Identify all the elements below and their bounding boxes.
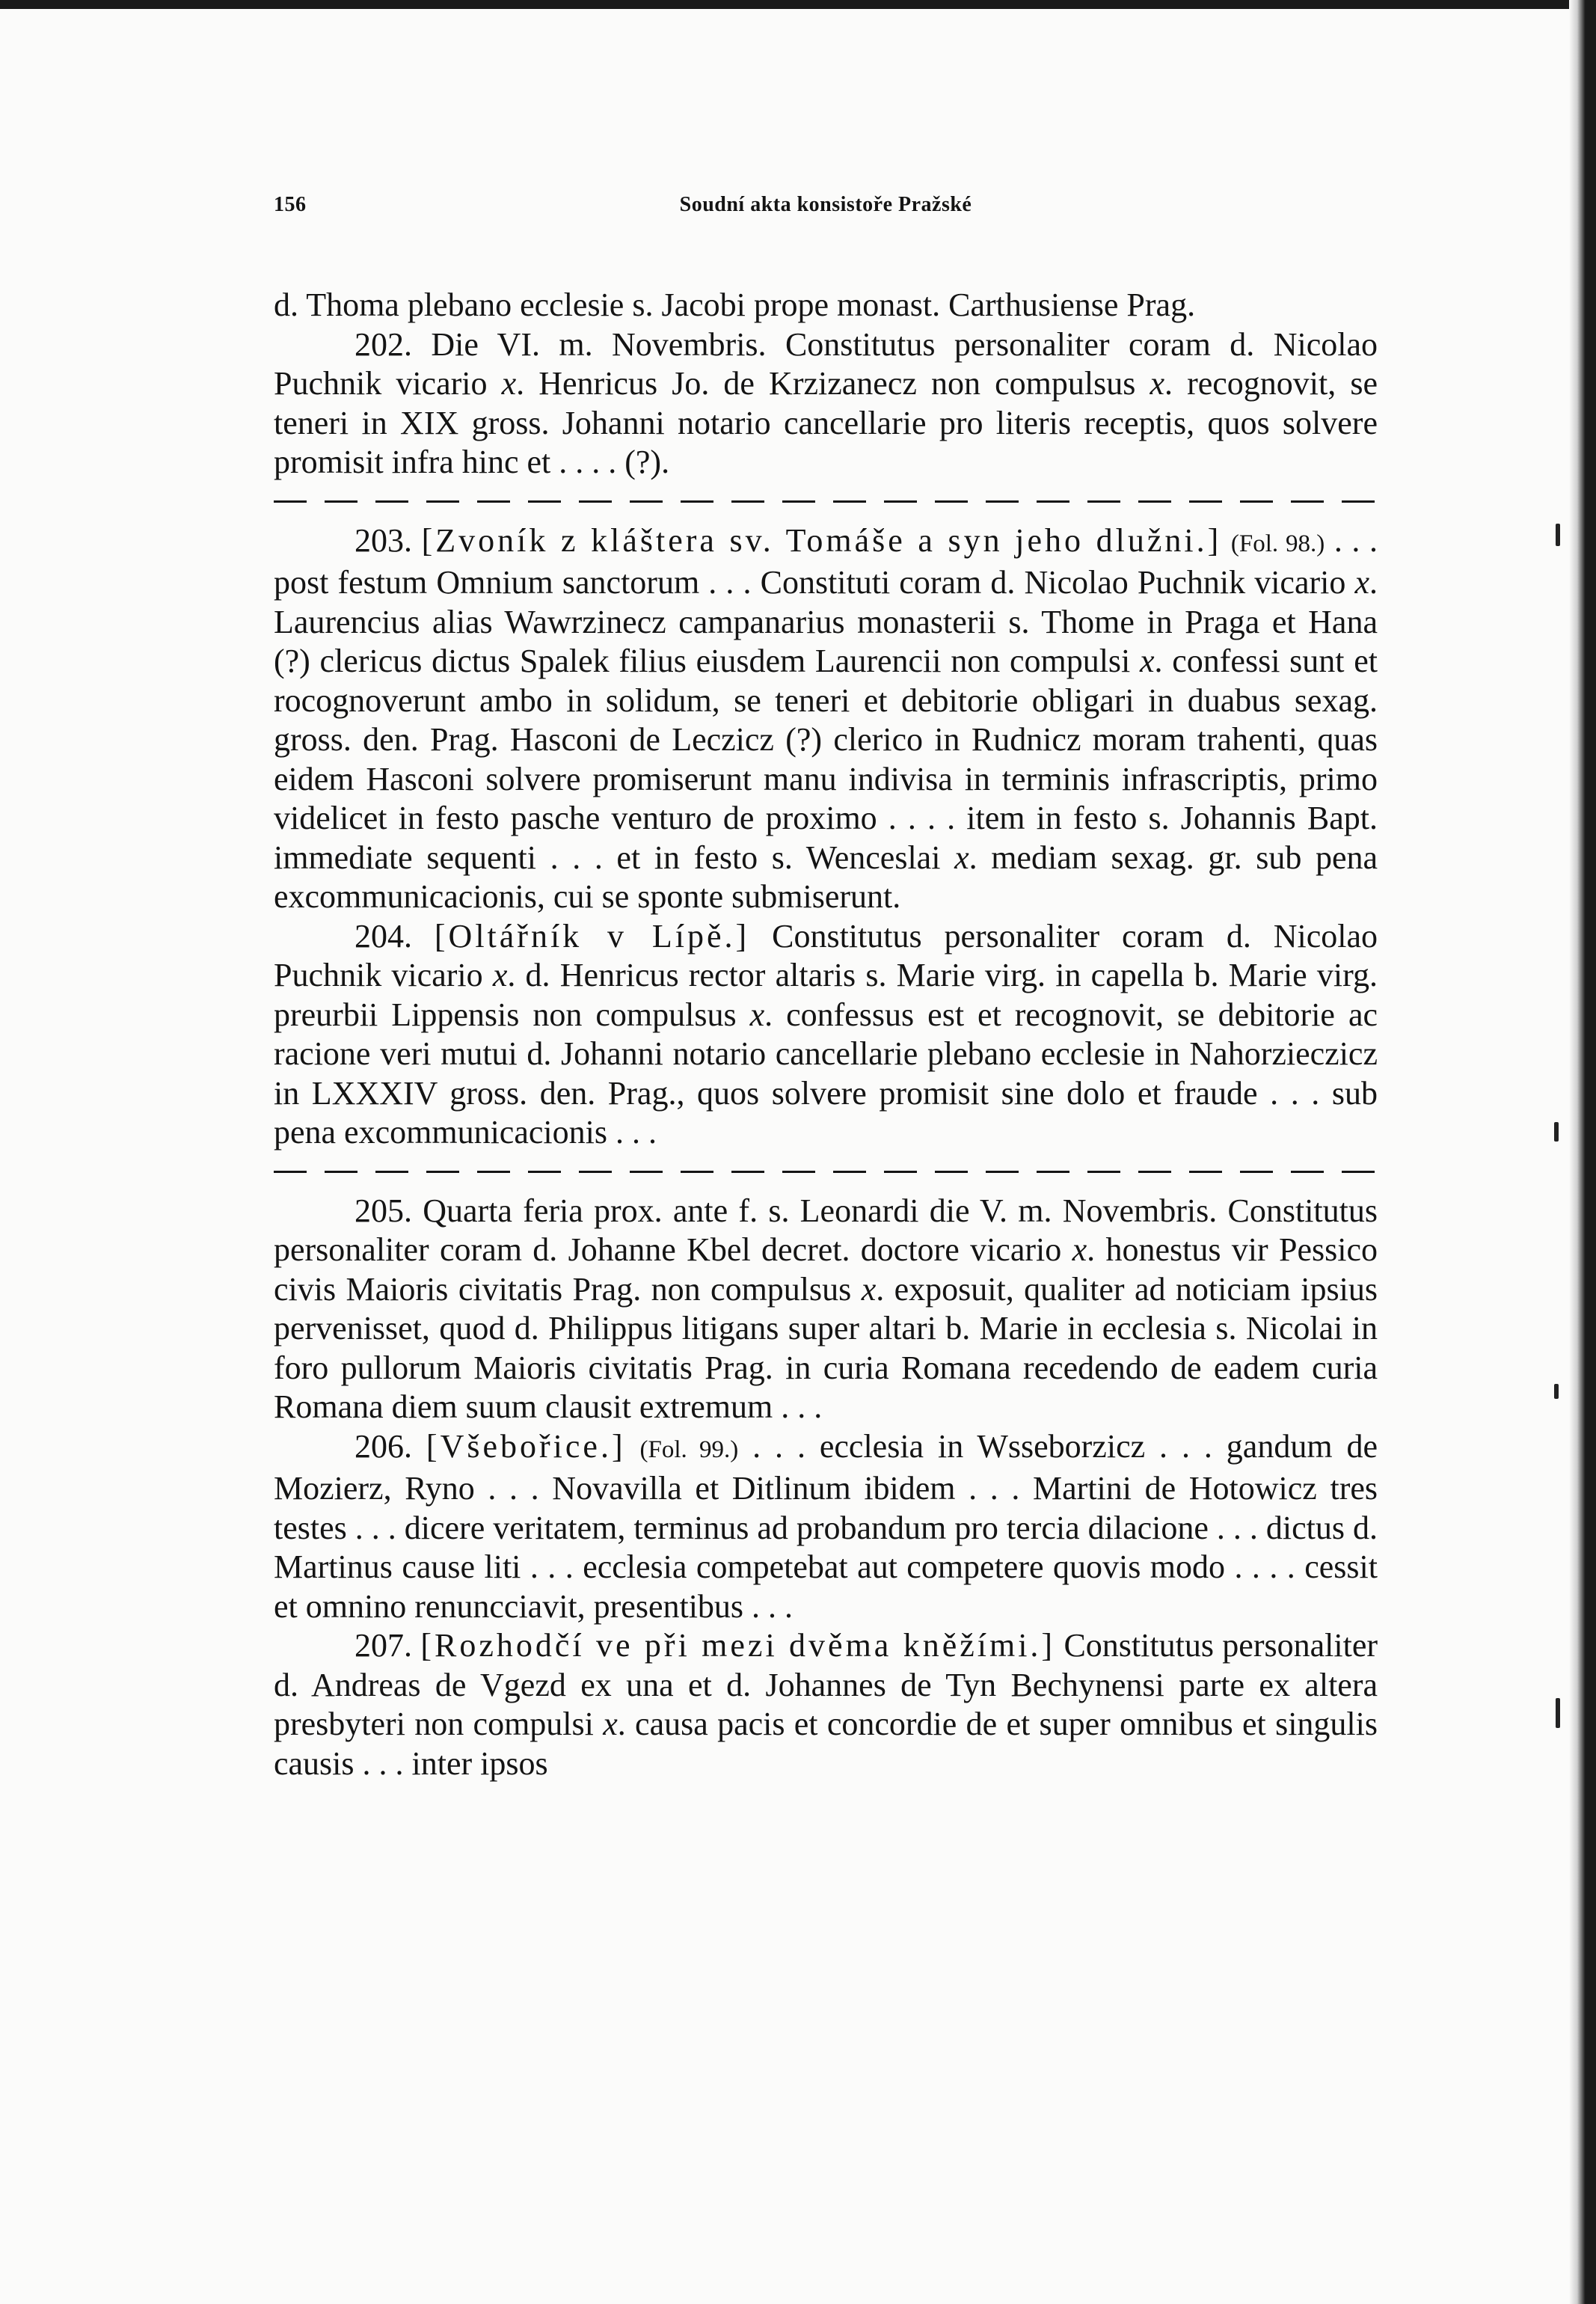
- text-run: . d. Henricus rector altaris s. Marie virg. in capella b. Marie virg. preurbii Lippensis non compulsus: [274, 957, 1378, 1033]
- entry-203: [274, 521, 1378, 917]
- text-run: 207.: [355, 1627, 421, 1664]
- text-spaced: [Oltářník v Lípě.]: [434, 917, 750, 955]
- text-italic: x: [501, 365, 517, 402]
- text-run: . Laurencius alias Wawrzinecz campanarius monasterii s. Thome in Praga et Hana (?) clericus dictus Spalek filius eiusdem Laurencii non compulsi: [274, 564, 1378, 679]
- entry-205: [274, 1192, 1378, 1427]
- document-page: [274, 193, 1378, 1783]
- text-italic: x: [749, 996, 765, 1033]
- text-run: 204.: [355, 917, 435, 955]
- scan-binding-edge: [1569, 0, 1596, 2304]
- running-head: [274, 193, 1378, 223]
- binding-mark: [1556, 1698, 1560, 1728]
- text-run: Constitutus personaliter d. Andreas de Vgezd ex una et d. Johannes de Tyn Bechynensi parte ex altera presbyteri non compulsi: [274, 1627, 1378, 1742]
- text-run: [626, 1428, 640, 1465]
- text-run: . causa pacis et concordie de et super omnibus et singulis causis . . . inter ipsos: [274, 1706, 1378, 1782]
- page-number: 156: [274, 193, 307, 216]
- text-spaced: [Rozhodčí ve při mezi dvěma kněžími.]: [420, 1627, 1056, 1664]
- binding-mark: [1554, 1122, 1559, 1142]
- text-small: (Fol. 98.): [1230, 530, 1325, 557]
- text-run: . confessi sunt et rocognoverunt ambo in solidum, se teneri et debitorie obligari in duabus sexag. gross. den. Prag. Hasconi de Leczicz (?) clerico in Rudnicz moram trahenti, quas eidem Hasconi solvere promiserunt manu indivisa in terminis infrascriptis, primo videlicet in festo pasche venturo de proximo . . . . item in festo s. Johannis Bapt. immediate sequenti . . . et in festo s. Wenceslai: [274, 643, 1378, 876]
- entry-202: [274, 325, 1378, 482]
- text-italic: x: [1140, 643, 1155, 679]
- text-italic: x: [1354, 564, 1369, 601]
- body-text: [274, 286, 1378, 1783]
- dashed-separator: [274, 1153, 1378, 1192]
- text-run: [1221, 522, 1231, 559]
- text-italic: x: [861, 1270, 877, 1308]
- text-small: (Fol. 99.): [639, 1436, 739, 1463]
- text-run: d. Thoma plebano ecclesie s. Jacobi prope monast. Carthusiense Prag.: [274, 287, 1196, 323]
- scan-top-edge: [0, 0, 1596, 9]
- text-run: . . . post festum Omnium sanctorum . . . Constituti coram d. Nicolao Puchnik vicario: [274, 521, 1378, 601]
- text-italic: x: [1072, 1231, 1087, 1268]
- text-run: . honestus vir Pessico civis Maioris civitatis Prag. non compulsus: [274, 1231, 1378, 1308]
- text-run: 203.: [355, 521, 422, 559]
- text-run: . exposuit, qualiter ad noticiam ipsius pervenisset, quod d. Philippus litigans super altari b. Marie in ecclesia s. Nicolai in foro pullorum Maioris civitatis Prag. in curia Romana recedendo de eadem curia Romana diem suum clausit extremum . . .: [274, 1270, 1378, 1425]
- text-run: 202. Die VI. m. Novembris. Constitutus personaliter coram d. Nicolao Puchnik vicario: [274, 325, 1378, 402]
- text-run: . mediam sexag. gr. sub pena excommunicacionis, cui se sponte submiserunt.: [274, 839, 1378, 915]
- dashed-separator: [274, 482, 1378, 521]
- text-run: 205. Quarta feria prox. ante f. s. Leonardi die V. m. Novembris. Constitutus personaliter coram d. Johanne Kbel decret. doctore vicario: [274, 1192, 1378, 1268]
- text-run: 206.: [355, 1427, 426, 1465]
- text-run: . Henricus Jo. de Krzizanecz non compulsus: [516, 365, 1150, 402]
- entry-207: [274, 1626, 1378, 1783]
- text-run: Constitutus personaliter coram d. Nicolao Puchnik vicario: [274, 917, 1378, 993]
- text-run: . recognovit, se teneri in XIX gross. Johanni notario cancellarie pro literis receptis, quos solvere promisit infra hinc et . . . . (?).: [274, 365, 1378, 480]
- entry-206: [274, 1427, 1378, 1627]
- text-run: . confessus est et recognovit, se debitorie ac racione veri mutui d. Johanni notario cancellarie plebano ecclesie in Nahorzieczicz in LXXXIV gross. den. Prag., quos solvere promisit sine dolo et fraude . . . sub pena excommunicacionis . . .: [274, 996, 1378, 1151]
- text-spaced: [Zvoník z kláštera sv. Tomáše a syn jeho dlužni.]: [421, 521, 1222, 559]
- text-italic: x: [492, 957, 508, 993]
- text-italic: x: [1150, 365, 1164, 402]
- text-run: . . . ecclesia in Wsseborzicz . . . gandum de Mozierz, Ryno . . . Novavilla et Ditlinum ibidem . . . Martini de Hotowicz tres testes . . . dicere veritatem, terminus ad probandum pro tercia dilacione . . . dictus d. Martinus cause liti . . . ecclesia competebat aut competere quovis modo . . . . cessit et omnino renuncciavit, presentibus . . .: [274, 1427, 1378, 1625]
- running-title: Soudní akta konsistoře Pražské: [679, 193, 972, 216]
- text-spaced: [Všebořice.]: [426, 1427, 626, 1465]
- text-italic: x: [954, 839, 969, 876]
- entry-204: [274, 917, 1378, 1153]
- text-italic: x: [603, 1706, 618, 1742]
- paragraph-continuation: [274, 286, 1378, 325]
- binding-mark: [1556, 524, 1560, 546]
- binding-mark: [1554, 1384, 1559, 1399]
